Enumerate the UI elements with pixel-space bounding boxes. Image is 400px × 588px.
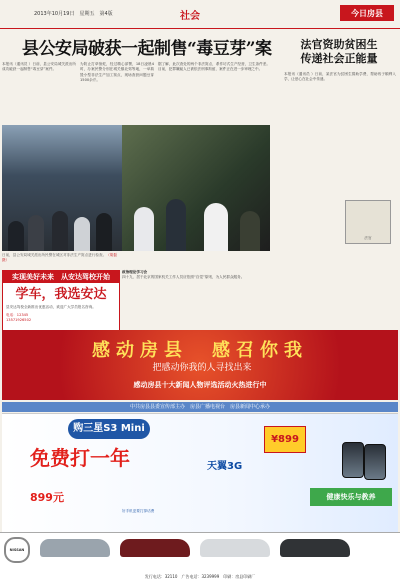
lead-col1: 本报讯（通讯员 ）日前，县公安局城关派出所成功破获一起制售“毒豆芽”案件。 [2,62,76,72]
car-image [120,539,190,557]
person-figure [52,211,68,251]
phone-price: 899元 [30,491,64,504]
right-headline-line1: 法官资助贫困生 [300,38,378,51]
footer-car-ad [0,532,400,588]
mid-column [122,270,272,280]
phone-model-pill: 购三星S3 Mini [68,419,150,439]
lead-photo-1 [2,125,122,251]
banner-title: 感动房县 感召你我 [92,340,308,361]
ad-title: 实现美好未来 从安达驾校开始 [3,271,119,283]
mid-column-title: 政治理论学习会 [122,270,148,274]
ad-body: 县安达驾校全新推出优惠活动，欢迎广大学员报名咨询。 [6,305,96,309]
portrait-caption: 法官 [364,236,372,240]
car-image [200,539,270,557]
caption-credit: （胡磊 摄） [2,253,117,262]
lead-photo-2 [122,125,270,251]
banner-bottom: 感动房县十大新闻人物评选活动火热进行中 [133,381,267,389]
section-title: 社会 [180,11,200,22]
tianyi-3g-logo: 天翼3G [207,461,243,472]
ad-phone2: 13571926502 [6,318,32,323]
person-figure [8,221,24,251]
right-headline-line2: 传递社会正能量 [300,52,378,65]
health-ad-box: 健康快乐与教养 [310,488,392,506]
price-badge: ¥899 [264,426,306,453]
person-figure [28,215,44,251]
lead-photo-caption [2,253,122,263]
person-figure [134,207,154,251]
phone-ad [2,413,398,532]
person-figure [240,211,260,251]
car-image [280,539,350,557]
car-image [40,539,110,557]
nissan-logo: NISSAN [4,537,30,563]
ad-phone1: 电话：12345 [6,313,29,318]
newspaper-logo: 今日房县 [340,5,394,21]
caption-text: 日前，县公安局城关派出所民警在城区对非法生产窝点进行检查。 [2,253,107,257]
banner-organizers: 中共房县县委宣传部主办 房县广播电视台 房县新闻中心承办 [2,402,398,412]
phone-slogan: 好手机更要打掉话费 [122,509,155,513]
phone-image [342,442,364,478]
issue-date: 2013年10月19日 星期五 第4版 [34,11,113,17]
person-figure [166,199,186,251]
person-figure [96,213,112,251]
person-figure [204,203,228,251]
person-figure [74,217,90,251]
right-article-body: 本报讯（通讯员 ）日前，某法官为贫困生捐助学费，帮助孩子顺利入学，让爱心在社会中传递。 [284,72,396,82]
banner-subtitle: 把感动你我的人寻找出来 [152,363,252,373]
ad-slogan: 学车，我选安达 [15,287,107,302]
page-header [0,0,400,29]
phone-free-text: 免费打一年 [30,446,130,470]
lead-col3: 据了解，此次查处的两个非法窝点，系作坊式生产经营，卫生条件差。目前，犯罪嫌疑人已被依法刑事拘留，案件正在进一步审理之中。 [158,62,270,72]
phone-image [364,444,386,480]
portrait-image [345,200,391,244]
right-headline [284,38,394,66]
mid-column-body: 四十九、居于北京的国家机关工作人员应依照“自觉”原则，为人民群众服务。 [122,275,245,279]
lead-col2: 为防止打草惊蛇，经过精心部署，18日凌晨4时，办案民警分别在城关镇北郊等地，一举捣毁小型非法生产加工窝点，现场查获问题豆芽1500余斤。 [80,62,154,83]
footer-info: 发行电话：32110 广告电话：3239999 印刷：房县印刷厂 [144,574,256,579]
touching-fangxian-banner [2,330,398,400]
lead-headline: 县公安局破获一起制售“毒豆芽”案 [22,39,272,59]
